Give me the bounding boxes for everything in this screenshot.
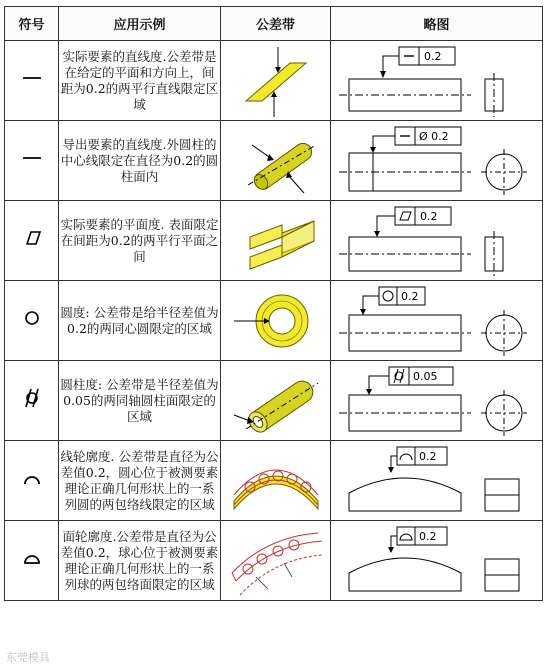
tolerance-value: 0.2 [418,449,436,463]
sketch-cell [331,41,543,121]
circularity-icon [20,308,44,328]
symbol-cell [5,281,59,361]
straightness-icon [20,148,44,168]
parallel-planes-zone-icon [226,203,326,279]
description-cell [59,121,221,201]
table-row [5,521,543,601]
sketch-cell [331,121,543,201]
header-symbol: 符号 [5,7,59,41]
circularity-sketch [335,283,539,359]
symbol-cell [5,41,59,121]
watermark: 东莞模具 [6,651,50,664]
line-profile-zone-icon [226,443,326,519]
sketch-cell [331,201,543,281]
table-row [5,361,543,441]
header-row [5,7,543,41]
tolerance-zone-cell [221,441,331,521]
header-sketch: 略图 [331,7,543,41]
tolerance-zone-cell [221,281,331,361]
symbol-cell [5,521,59,601]
description-cell [59,361,221,441]
tolerance-value: 0.2 [423,49,441,63]
cylindricity-sketch [335,363,539,439]
description-cell [59,281,221,361]
table-row [5,281,543,361]
flatness-sketch [335,203,539,279]
surface-profile-sketch [335,523,539,599]
tolerance-zone-cell [221,201,331,281]
tolerance-value: 0.05 [412,369,437,383]
description-cell [59,201,221,281]
table-row [5,121,543,201]
description-cell [59,521,221,601]
tolerance-value: 0.2 [419,209,437,223]
header-tolerance-zone: 公差带 [221,7,331,41]
header-example: 应用示例 [59,7,221,41]
line-profile-icon [20,468,44,488]
straightness-sketch [335,43,539,119]
cylindricity-icon [20,387,44,409]
tolerance-zone-cell [221,521,331,601]
cylinder-zone-icon [226,123,326,199]
tolerance-zone-cell [221,41,331,121]
axis-straightness-sketch [335,123,539,199]
surface-profile-icon [20,548,44,568]
line-profile-sketch [335,443,539,519]
description-text: 实际要素的直线度.公差带是在给定的平面和方向上，间距为0.2的两平行直线限定区域 [60,48,219,112]
description-text: 圆度: 公差带是给半径差值为0.2的两同心圆限定的区域 [60,304,219,336]
tolerance-zone-cell [221,361,331,441]
straightness-icon [20,68,44,88]
symbol-cell [5,121,59,201]
description-text: 导出要素的直线度.外圆柱的中心线限定在直径为0.2的圆柱面内 [60,136,219,184]
tolerance-value: 0.2 [418,529,436,543]
sketch-cell [331,521,543,601]
sketch-cell [331,361,543,441]
symbol-cell [5,361,59,441]
concentric-circles-zone-icon [226,283,326,359]
tolerance-zone-cell [221,121,331,201]
symbol-cell [5,201,59,281]
description-text: 面轮廓度.公差带是直径为公差值0.2，球心位于被测要素理论正确几何形状上的一系列球的两包络面限定的区域 [60,528,219,592]
sketch-cell [331,281,543,361]
flatness-icon [20,228,44,248]
coaxial-cylinders-zone-icon [226,363,326,439]
gdt-table [4,6,543,601]
sketch-cell [331,441,543,521]
tolerance-value: Ø 0.2 [418,129,449,143]
description-cell [59,441,221,521]
description-text: 线轮廓度. 公差带是直径为公差值0.2，圆心位于被测要素理论正确几何形状上的一系列圆的两包络线限定的区域 [60,448,219,512]
description-text: 圆柱度: 公差带是半径差值为0.05的两同轴圆柱面限定的区域 [60,376,219,424]
tolerance-value: 0.2 [400,289,418,303]
symbol-cell [5,441,59,521]
surface-profile-zone-icon [226,523,326,599]
description-cell [59,41,221,121]
parallel-band-zone-icon [226,43,326,119]
table-row [5,201,543,281]
table-row [5,441,543,521]
table-row [5,41,543,121]
description-text: 实际要素的平面度. 表面限定在间距为0.2的两平行平面之间 [60,216,219,264]
